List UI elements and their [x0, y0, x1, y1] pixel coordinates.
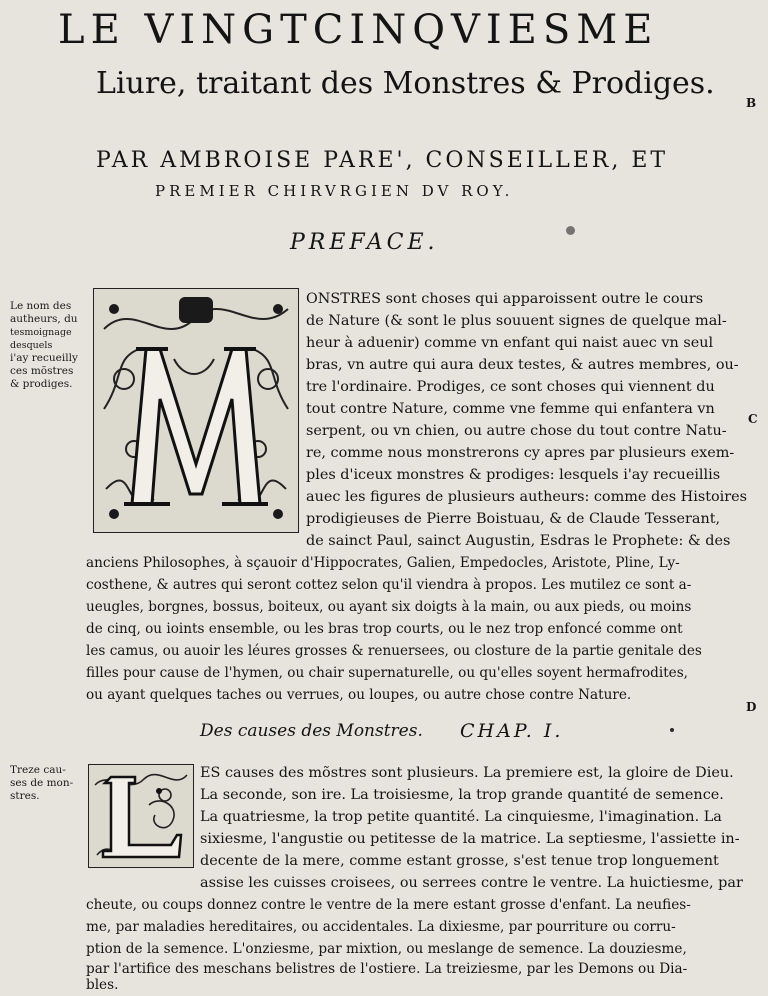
ornament-l-icon [89, 765, 193, 867]
chapter-line: La seconde, son ire. La troisiesme, la trop grande quantité de semence. [200, 787, 724, 803]
preface-line: ueugles, borgnes, bossus, boiteux, ou ayant six doigts à la main, ou aux pieds, ou moins [86, 599, 692, 615]
chapter-line: La quatriesme, la trop petite quantité. La cinquiesme, l'imagination. La [200, 809, 722, 825]
chapter-heading [200, 718, 600, 744]
book-subtitle: Liure, traitant des Monstres & Prodiges. [96, 66, 715, 101]
preface-line: tre l'ordinaire. Prodiges, ce sont choses qui viennent du [306, 379, 715, 395]
preface-line: tout contre Nature, comme vne femme qui enfantera vn [306, 401, 715, 417]
side-note-line: tesmoignage desquels [10, 327, 72, 351]
preface-line: ou ayant quelques taches ou verrues, ou loupes, ou autre chose contre Nature. [86, 687, 632, 703]
chapter-line [200, 762, 734, 784]
preface-line: auec les figures de plusieurs autheurs: comme des Histoires [306, 489, 748, 505]
preface-line: bras, vn autre qui aura deux testes, & autres membres, ou- [306, 357, 739, 373]
chapter-line: ption de la semence. L'onziesme, par mixtion, ou meslange de semence. La douziesme, [86, 941, 687, 957]
decorated-initial-l [88, 764, 194, 868]
chapter-line: me, par maladies hereditaires, ou accidentales. La dixiesme, par pourriture ou corru- [86, 919, 676, 935]
ornament-m-icon [94, 289, 298, 532]
preface-line: re, comme nous monstrerons cy apres par plusieurs exem- [306, 445, 735, 461]
margin-letter-d: D [746, 700, 757, 714]
margin-letter-c: C [748, 412, 758, 426]
chapter-title: Des causes des Monstres. [200, 721, 423, 741]
side-note-line: & prodiges. [10, 378, 73, 390]
side-note-line: autheurs, du [10, 313, 78, 325]
chapter-number: CHAP. I. [460, 720, 564, 742]
preface-line: heur à aduenir) comme vn enfant qui naist auec vn seul [306, 335, 714, 351]
preface-first-word: ONSTRES [306, 291, 382, 307]
side-note-line: Treze cau- [10, 764, 66, 776]
preface-line: filles pour cause de l'hymen, ou chair supernaturelle, ou qu'elles soyent hermafrodites, [86, 665, 688, 681]
decorated-initial-m [93, 288, 299, 533]
side-note-causes [10, 764, 80, 803]
preface-line: ples d'iceux monstres & prodiges: lesquels i'ay recueillis [306, 467, 721, 483]
side-note-line: stres. [10, 790, 40, 802]
ink-spot [566, 226, 575, 235]
author-title-line: PREMIER CHIRVRGIEN DV ROY. [155, 182, 514, 200]
chapter-line: cheute, ou coups donnez contre le ventre de la mere estant grosse d'enfant. La neufies- [86, 897, 691, 913]
side-note-line: i'ay recueilly [10, 352, 78, 364]
preface-line: serpent, ou vn chien, ou autre chose du tout contre Natu- [306, 423, 727, 439]
preface-line: anciens Philosophes, à sçauoir d'Hippocrates, Galien, Empedocles, Aristote, Pline, Ly- [86, 555, 680, 571]
margin-letter-b: B [746, 96, 757, 110]
chapter-first-word: ES [200, 765, 221, 781]
preface-line: de Nature (& sont le plus souuent signes de quelque mal- [306, 313, 727, 329]
preface-line: les camus, ou auoir les léures grosses & renuersees, ou closture de la partie genitale des [86, 643, 702, 659]
side-note-line: ses de mon- [10, 777, 74, 789]
chapter-line-text: causes des mõstres sont plusieurs. La premiere est, la gloire de Dieu. [224, 765, 734, 781]
preface-heading: PREFACE. [290, 230, 439, 255]
book-title: LE VINGTCINQVIESME [58, 7, 659, 53]
preface-line-text: sont choses qui apparoissent outre le cours [385, 291, 704, 307]
side-note-line: ces mõstres [10, 365, 74, 377]
chapter-line: sixiesme, l'angustie ou petitesse de la matrice. La septiesme, l'assiette in- [200, 831, 740, 847]
preface-line: de sainct Paul, sainct Augustin, Esdras le Prophete: & des [306, 533, 731, 549]
side-note-authors [10, 300, 86, 391]
preface-line: costhene, & autres qui seront cottez selon qu'il viendra à propos. Les mutilez ce sont a- [86, 577, 692, 593]
author-line: PAR AMBROISE PARE', CONSEILLER, ET [96, 148, 669, 173]
preface-line: de cinq, ou ioints ensemble, ou les bras trop courts, ou le nez trop enfoncé comme ont [86, 621, 683, 637]
chapter-line: par l'artifice des meschans belistres de l'ostiere. La treiziesme, par les Demons ou Dia- [86, 961, 688, 977]
chapter-line: bles. [86, 977, 119, 993]
preface-line [306, 288, 703, 310]
side-note-line: Le nom des [10, 300, 72, 312]
chapter-line: assise les cuisses croisees, ou serrees contre le ventre. La huictiesme, par [200, 875, 743, 891]
chapter-line: decente de la mere, comme estant grosse, s'est tenue trop longuement [200, 853, 719, 869]
preface-line: prodigieuses de Pierre Boistuau, & de Claude Tesserant, [306, 511, 721, 527]
ink-spot [670, 728, 674, 732]
